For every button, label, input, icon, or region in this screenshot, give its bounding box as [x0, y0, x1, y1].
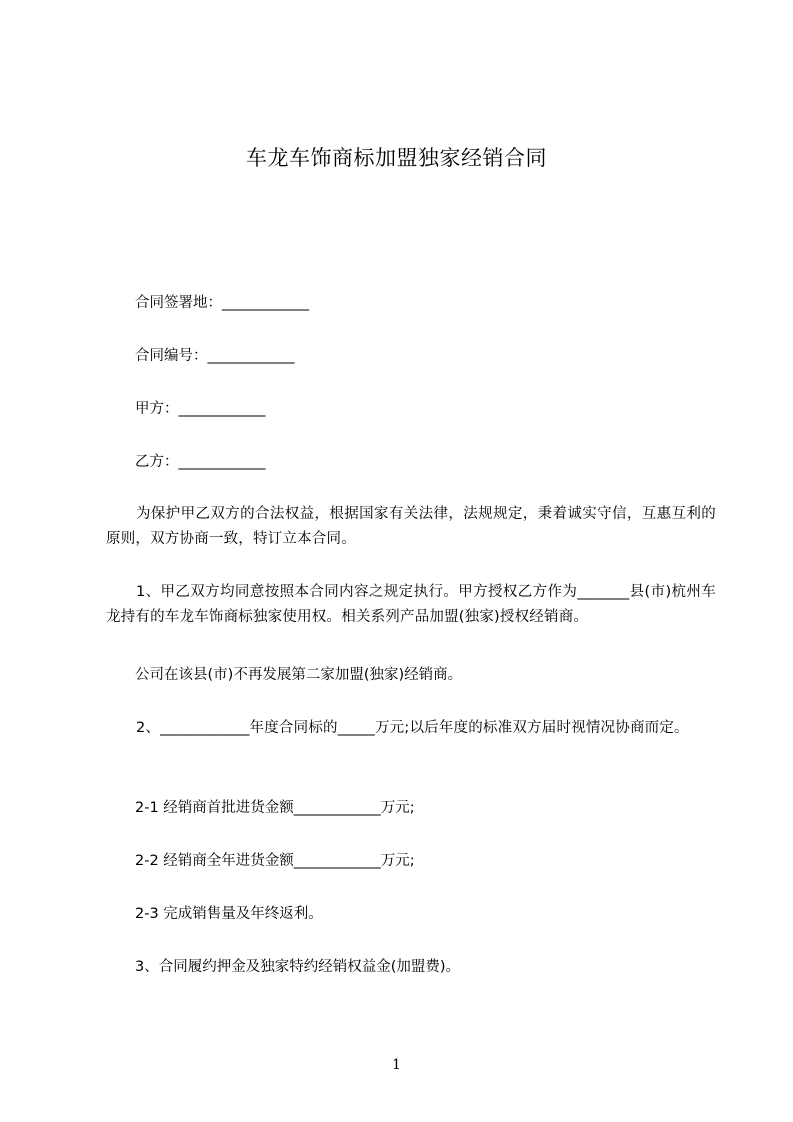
contract-title: 车龙车饰商标加盟独家经销合同 — [246, 146, 547, 170]
contract-number-field: 合同编号：____________ — [135, 348, 295, 364]
clause-1: 1、甲乙双方均同意按照本合同内容之规定执行。甲方授权乙方作为_______县(市)杭州车龙持有的车龙车饰商标独家使用权。相关系列产品加盟(独家)授权经销商。 — [106, 584, 716, 625]
clause-2-2: 2-2 经销商全年进货金额____________万元; — [135, 853, 415, 869]
page-number: 1 — [392, 1057, 401, 1073]
party-b-field: 乙方：____________ — [135, 454, 266, 470]
signing-place-field: 合同签署地：____________ — [135, 295, 309, 311]
clause-2-3: 2-3 完成销售量及年终返利。 — [135, 906, 323, 922]
party-a-field: 甲方：____________ — [135, 401, 266, 417]
intro-paragraph: 为保护甲乙双方的合法权益，根据国家有关法律，法规规定，秉着诚实守信，互惠互利的原则，双方协商一致，特订立本合同。 — [106, 506, 716, 547]
clause-1-note: 公司在该县(市)不再发展第二家加盟(独家)经销商。 — [135, 667, 463, 683]
clause-2: 2、____________年度合同标的_____万元;以后年度的标准双方届时视情况协商而定。 — [136, 720, 689, 736]
clause-2-1: 2-1 经销商首批进货金额____________万元; — [135, 800, 415, 816]
clause-3: 3、合同履约押金及独家特约经销权益金(加盟费)。 — [135, 959, 461, 975]
